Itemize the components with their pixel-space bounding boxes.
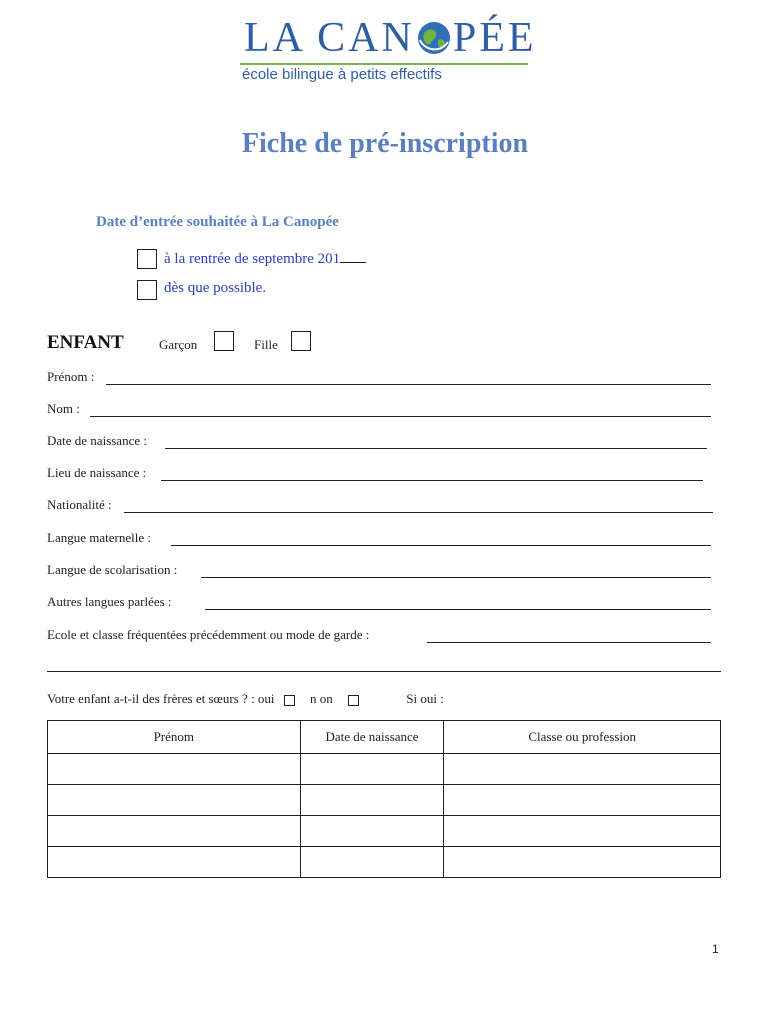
boy-label: Garçon bbox=[159, 337, 198, 352]
child-section-heading: ENFANT bbox=[47, 332, 124, 353]
page-title: Fiche de pré-inscription bbox=[241, 128, 529, 159]
previous-school-extra-line[interactable] bbox=[47, 671, 721, 672]
mother-tongue-label: Langue maternelle : bbox=[47, 530, 151, 545]
mother-tongue-field[interactable] bbox=[47, 530, 711, 548]
logo-tagline: école bilingue à petits effectifs bbox=[242, 66, 442, 83]
siblings-table bbox=[47, 720, 721, 878]
column-header-birth-date: Date de naissance bbox=[300, 721, 444, 754]
first-name-label: Prénom : bbox=[47, 369, 95, 384]
september-option-label: à la rentrée de septembre 201 bbox=[164, 251, 341, 267]
entry-date-heading: Date d’entrée souhaitée à La Canopée bbox=[96, 214, 339, 230]
table-cell[interactable] bbox=[444, 754, 721, 785]
table-cell[interactable] bbox=[300, 754, 444, 785]
previous-school-label: Ecole et classe fréquentées précédemment ou mode de garde : bbox=[47, 627, 370, 642]
table-cell[interactable] bbox=[48, 754, 301, 785]
table-cell[interactable] bbox=[300, 847, 444, 878]
table-cell[interactable] bbox=[48, 816, 301, 847]
nationality-field[interactable] bbox=[47, 497, 713, 515]
boy-checkbox[interactable] bbox=[214, 331, 234, 351]
siblings-question bbox=[47, 691, 444, 707]
siblings-no-label: n on bbox=[310, 691, 333, 706]
logo-title-right: PÉE bbox=[452, 15, 537, 61]
table-cell[interactable] bbox=[444, 816, 721, 847]
table-cell[interactable] bbox=[444, 785, 721, 816]
other-languages-label: Autres langues parlées : bbox=[47, 594, 172, 609]
logo-title-left: LA CAN bbox=[244, 15, 415, 61]
globe-icon bbox=[416, 19, 452, 55]
table-cell[interactable] bbox=[300, 816, 444, 847]
table-row bbox=[48, 754, 721, 785]
column-header-class-profession: Classe ou profession bbox=[444, 721, 721, 754]
siblings-yes-checkbox[interactable] bbox=[284, 695, 295, 706]
first-name-field[interactable] bbox=[47, 369, 711, 387]
siblings-no-checkbox[interactable] bbox=[348, 695, 359, 706]
birth-place-label: Lieu de naissance : bbox=[47, 465, 147, 480]
other-languages-field[interactable] bbox=[47, 594, 711, 612]
september-checkbox[interactable] bbox=[137, 249, 157, 269]
school-logo bbox=[0, 8, 770, 88]
girl-checkbox[interactable] bbox=[291, 331, 311, 351]
table-cell[interactable] bbox=[48, 785, 301, 816]
page-number: 1 bbox=[712, 942, 719, 956]
logo-divider bbox=[240, 63, 528, 65]
column-header-first-name: Prénom bbox=[48, 721, 301, 754]
siblings-table-header bbox=[48, 721, 721, 754]
last-name-field[interactable] bbox=[47, 401, 711, 419]
birth-place-field[interactable] bbox=[47, 465, 703, 483]
table-cell[interactable] bbox=[48, 847, 301, 878]
birth-date-field[interactable] bbox=[47, 433, 707, 451]
table-cell[interactable] bbox=[444, 847, 721, 878]
schooling-language-label: Langue de scolarisation : bbox=[47, 562, 178, 577]
nationality-label: Nationalité : bbox=[47, 497, 112, 512]
table-row bbox=[48, 816, 721, 847]
asap-option-label: dès que possible. bbox=[164, 280, 267, 296]
schooling-language-field[interactable] bbox=[47, 562, 711, 580]
table-cell[interactable] bbox=[300, 785, 444, 816]
asap-checkbox[interactable] bbox=[137, 280, 157, 300]
last-name-label: Nom : bbox=[47, 401, 80, 416]
september-option bbox=[164, 248, 366, 268]
year-blank[interactable] bbox=[340, 248, 366, 263]
table-row bbox=[48, 785, 721, 816]
previous-school-field[interactable] bbox=[47, 627, 711, 645]
logo-wordmark bbox=[244, 14, 537, 62]
table-row bbox=[48, 847, 721, 878]
girl-label: Fille bbox=[254, 337, 278, 352]
birth-date-label: Date de naissance : bbox=[47, 433, 147, 448]
siblings-question-text: Votre enfant a-t-il des frères et sœurs ? : oui bbox=[47, 691, 275, 706]
if-yes-label: Si oui : bbox=[406, 691, 444, 706]
